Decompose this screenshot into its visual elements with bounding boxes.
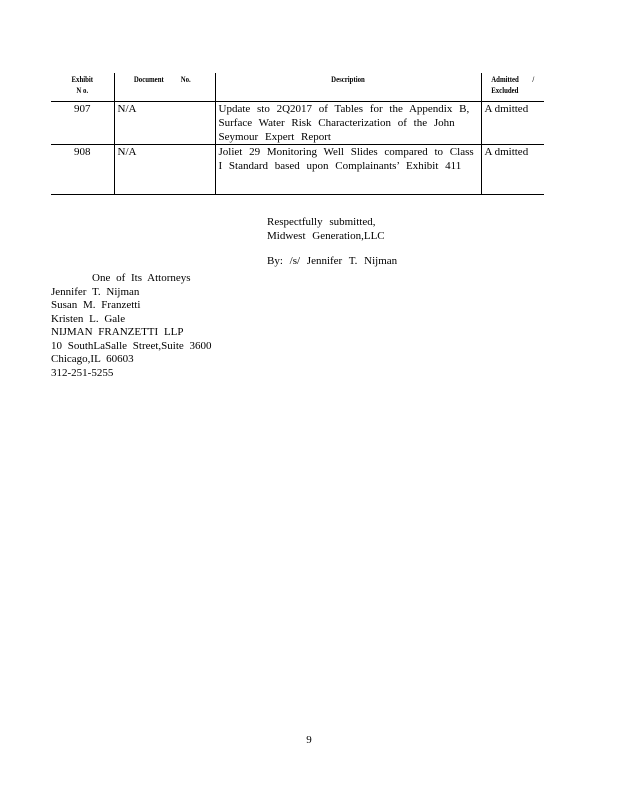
header-admitted-excluded xyxy=(486,73,540,102)
header-exhibit-line2: N o. xyxy=(76,86,89,95)
firm-name: NIJMAN FRANZETTI LLP xyxy=(51,326,184,338)
exhibit-status: A dmitted xyxy=(481,145,544,195)
attorney-line: Susan M. Franzetti xyxy=(51,299,141,311)
closing-line: Respectfully submitted, xyxy=(267,216,376,228)
header-description: Description xyxy=(235,73,461,102)
document-number: N/A xyxy=(114,145,215,195)
header-exhibit-no xyxy=(56,73,110,102)
exhibit-table xyxy=(51,73,544,195)
exhibit-number: 908 xyxy=(51,145,114,195)
table-header-row xyxy=(51,73,544,102)
table-row xyxy=(51,145,544,195)
exhibit-description: Update sto 2Q2017 of Tables for the Appendix B, Surface Water Risk Characterization of the John Seymour Expert Report xyxy=(215,102,481,145)
document-number: N/A xyxy=(114,102,215,145)
exhibit-number: 907 xyxy=(51,102,114,145)
firm-phone: 312-251-5255 xyxy=(51,366,114,379)
signature-block xyxy=(267,215,397,268)
company-name: Midwest Generation,LLC xyxy=(267,230,385,242)
exhibit-status: A dmitted xyxy=(481,102,544,145)
header-admitted-line1: Admitted / xyxy=(491,75,535,84)
header-admitted-line2: Excluded xyxy=(491,86,519,95)
header-exhibit-line1: Exhibit xyxy=(71,75,94,84)
attorney-line: Jennifer T. Nijman xyxy=(51,285,140,298)
attorney-line: Kristen L. Gale xyxy=(51,312,126,325)
header-document-no: Document No. xyxy=(122,73,208,102)
attorney-block xyxy=(51,272,212,380)
page-number: 9 xyxy=(306,734,312,746)
attorney-role: One of Its Attorneys xyxy=(92,272,191,284)
firm-address-street: 10 SouthLaSalle Street,Suite 3600 xyxy=(51,339,212,352)
firm-address-city: Chicago,IL 60603 xyxy=(51,353,134,365)
table-row xyxy=(51,102,544,145)
signed-by-line: By: /s/ Jennifer T. Nijman xyxy=(267,255,398,267)
exhibit-description: Joliet 29 Monitoring Well Slides compared to Class I Standard based upon Complainants’ Exhibit 411 xyxy=(215,145,481,195)
